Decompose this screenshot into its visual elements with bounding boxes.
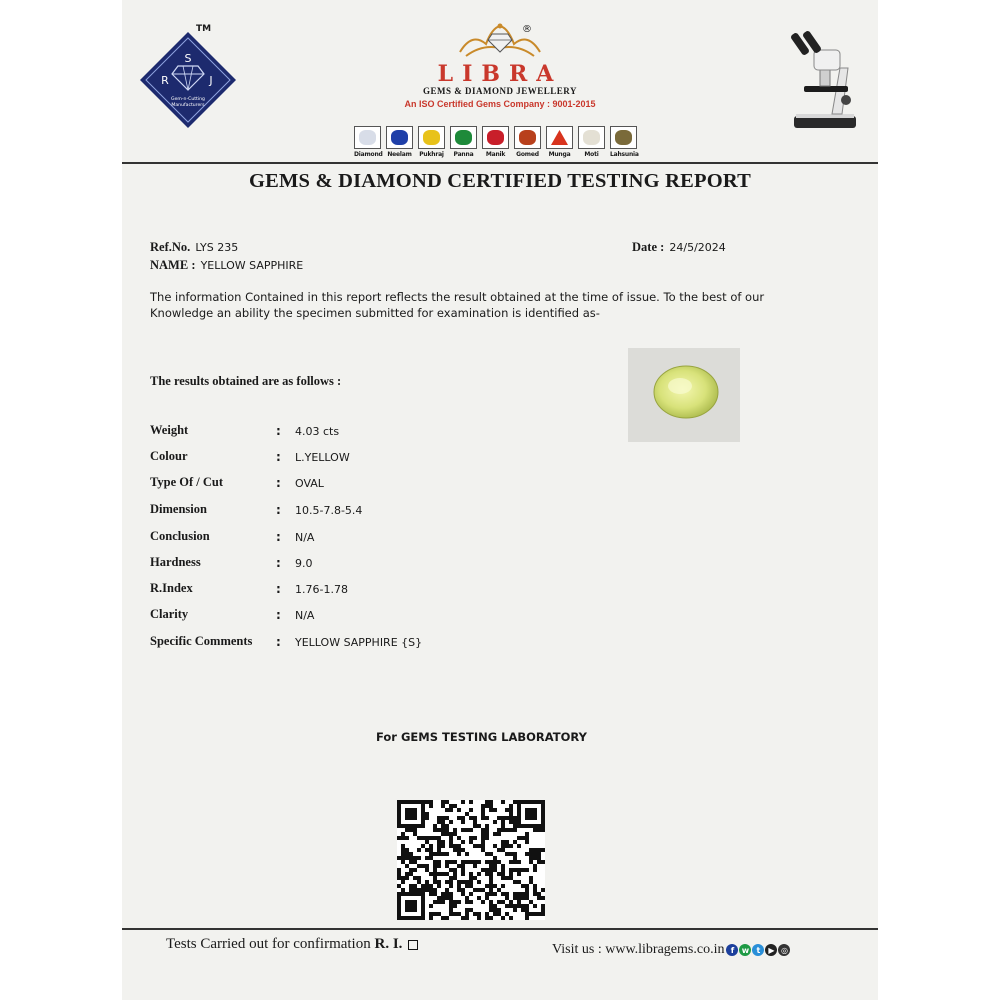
spec-separator: : — [276, 450, 281, 464]
gem-label: Lahsunia — [610, 151, 639, 158]
spec-key: Colour — [150, 449, 188, 463]
srj-letter-r: R — [161, 74, 169, 87]
gem-tile — [578, 126, 605, 158]
name-value: YELLOW SAPPHIRE — [200, 259, 304, 272]
instagram-icon[interactable]: ◎ — [778, 944, 790, 956]
spec-row — [150, 634, 550, 654]
spec-row — [150, 529, 550, 549]
gem-swatch-icon — [482, 126, 509, 149]
spec-key: Hardness — [150, 555, 201, 569]
gem-label: Gomed — [516, 151, 539, 158]
spec-value: N/A — [295, 531, 315, 544]
spec-key: R.Index — [150, 581, 193, 595]
ref-value: LYS 235 — [195, 241, 239, 254]
name-label: NAME : — [150, 258, 196, 272]
gem-swatch-icon — [546, 126, 573, 149]
spec-value: N/A — [295, 609, 315, 622]
ref-number-row — [150, 236, 238, 255]
spec-row — [150, 581, 550, 601]
spec-row — [150, 423, 550, 443]
iso-certification: An ISO Certified Gems Company : 9001-2015 — [404, 99, 596, 109]
spec-value: 1.76-1.78 — [295, 583, 348, 596]
header-divider — [122, 162, 878, 164]
spec-separator: : — [276, 530, 281, 544]
date-label: Date : — [632, 240, 665, 254]
social-icons — [726, 944, 790, 956]
gem-label: Diamond — [354, 151, 383, 158]
spec-value: OVAL — [295, 477, 324, 490]
gem-tile — [514, 126, 541, 158]
intro-paragraph: The information Contained in this report reflects the result obtained at the time of issue. To the best of our Knowledge an ability the specimen submitted for examination is identified as- — [150, 290, 765, 320]
for-lab-signature: For GEMS TESTING LABORATORY — [376, 730, 587, 744]
spec-key: Conclusion — [150, 529, 210, 543]
spec-row — [150, 502, 550, 522]
confirmation-checkbox[interactable] — [408, 940, 418, 950]
date-row — [632, 236, 726, 255]
gem-swatch-icon — [354, 126, 381, 149]
srj-tagline-1: Gem-n-Cutting — [171, 97, 205, 102]
srj-letter-s: S — [184, 52, 192, 65]
gem-label: Panna — [453, 151, 474, 158]
brand-subtitle: GEMS & DIAMOND JEWELLERY — [423, 86, 577, 96]
gem-swatch-icon — [418, 126, 445, 149]
spec-separator: : — [276, 582, 281, 596]
crown-logo-icon — [452, 22, 548, 62]
gem-swatch-icon — [450, 126, 477, 149]
spec-key: Specific Comments — [150, 634, 253, 648]
srj-tagline-2: Manufacturers — [171, 103, 205, 108]
gem-strip — [354, 126, 637, 158]
date-value: 24/5/2024 — [669, 241, 726, 254]
results-heading: The results obtained are as follows : — [150, 374, 342, 388]
gem-label: Pukhraj — [419, 151, 444, 158]
qr-code — [397, 800, 545, 920]
spec-separator: : — [276, 556, 281, 570]
microscope-icon — [782, 28, 866, 132]
gem-label: Moti — [584, 151, 599, 158]
spec-key: Type Of / Cut — [150, 475, 224, 489]
spec-separator: : — [276, 608, 281, 622]
spec-separator: : — [276, 424, 281, 438]
spec-value: 9.0 — [295, 557, 313, 570]
spec-separator: : — [276, 476, 281, 490]
gem-tile — [418, 126, 445, 158]
gem-label: Manik — [485, 151, 506, 158]
facebook-icon[interactable]: f — [726, 944, 738, 956]
spec-key: Dimension — [150, 502, 207, 516]
tests-text: Tests Carried out for confirmation — [166, 936, 371, 952]
gem-swatch-icon — [610, 126, 637, 149]
twitter-icon[interactable]: t — [752, 944, 764, 956]
name-row — [150, 254, 303, 273]
spec-separator: : — [276, 635, 281, 649]
footer-divider — [122, 928, 878, 930]
gem-swatch-icon — [514, 126, 541, 149]
registered-mark: ® — [522, 24, 532, 35]
website-link[interactable]: Visit us : www.libragems.co.in — [552, 942, 725, 957]
gem-tile — [386, 126, 413, 158]
gem-swatch-icon — [578, 126, 605, 149]
libra-brand — [350, 22, 650, 109]
gem-tile — [610, 126, 637, 158]
gem-tile — [546, 126, 573, 158]
gem-tile — [354, 126, 381, 158]
spec-value: L.YELLOW — [295, 451, 350, 464]
spec-value: YELLOW SAPPHIRE {S} — [295, 636, 423, 649]
srj-logo — [138, 30, 238, 130]
spec-row — [150, 555, 550, 575]
gem-tile — [482, 126, 509, 158]
srj-letter-j: J — [209, 74, 213, 87]
whatsapp-icon[interactable]: w — [739, 944, 751, 956]
spec-key: Weight — [150, 423, 189, 437]
brand-name: LIBRA — [437, 61, 563, 87]
ref-label: Ref.No. — [150, 240, 191, 254]
gem-tile — [450, 126, 477, 158]
spec-separator: : — [276, 503, 281, 517]
youtube-icon[interactable]: ▶ — [765, 944, 777, 956]
spec-row — [150, 475, 550, 495]
trademark-mark: TM — [196, 24, 212, 34]
spec-value: 10.5-7.8-5.4 — [295, 504, 363, 517]
gem-label: Neelam — [387, 151, 412, 158]
gem-label: Munga — [548, 151, 571, 158]
tests-method: R. I. — [374, 936, 403, 952]
spec-value: 4.03 cts — [295, 425, 340, 438]
spec-key: Clarity — [150, 607, 189, 621]
spec-row — [150, 607, 550, 627]
tests-confirmation — [166, 936, 418, 953]
report-title: GEMS & DIAMOND CERTIFIED TESTING REPORT — [248, 170, 752, 192]
spec-row — [150, 449, 550, 469]
website-row — [552, 942, 790, 958]
certificate-sheet — [122, 0, 878, 1000]
gem-swatch-icon — [386, 126, 413, 149]
gemstone-photo — [628, 348, 740, 442]
